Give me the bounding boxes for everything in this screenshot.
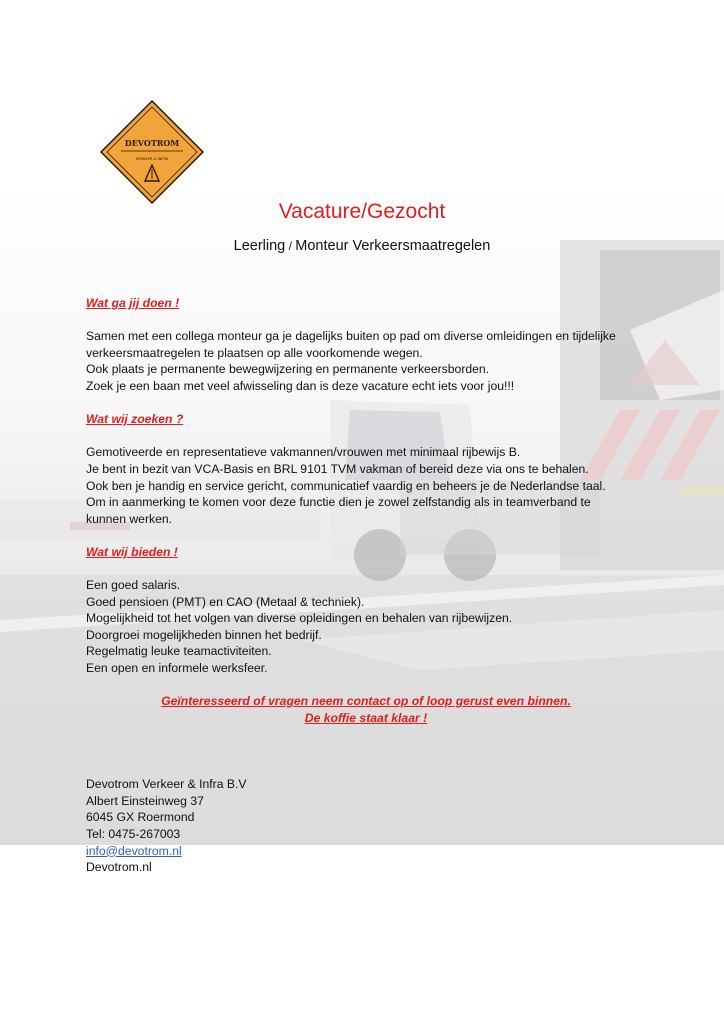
body-line: Je bent in bezit van VCA-Basis en BRL 9101 TVM vakman of bereid deze via ons te behalen. (86, 461, 589, 476)
body-line: Regelmatig leuke teamactiviteiten. (86, 644, 272, 659)
body-line: kunnen werken. (86, 511, 173, 526)
body-line: Doorgroei mogelijkheden binnen het bedrijf. (86, 627, 322, 642)
body-line: Mogelijkheid tot het volgen van diverse opleidingen en behalen van rijbewijzen. (86, 611, 513, 626)
body-line: Ook ben je handig en service gericht, communicatief vaardig en beheers je de Nederlandse taal. (86, 478, 606, 493)
body-line: Een open en informele werksfeer. (86, 661, 268, 676)
body-line: Ook plaats je permanente bewegwijzering en permanente verkeersborden. (86, 362, 490, 377)
contact-street: Albert Einsteinweg 37 (86, 793, 204, 808)
page-title: Vacature/Gezocht (278, 200, 446, 223)
cta-line-1: Geïnteresseerd of vragen neem contact op of loop gerust even binnen. (161, 694, 571, 709)
body-line: Om in aanmerking te komen voor deze functie dien je zowel zelfstandig als in teamverband te (86, 495, 591, 510)
devotrom-logo (99, 99, 205, 205)
logo-tagline: VERKEER & INFRA (135, 157, 169, 161)
subtitle-slash: / (285, 239, 296, 253)
contact-phone: Tel: 0475-267003 (86, 827, 181, 841)
page-subtitle (0, 238, 724, 254)
subtitle-part2: Monteur Verkeersmaatregelen (295, 238, 491, 254)
body-line: Gemotiveerde en representatieve vakmannen/vrouwen met minimaal rijbewijs B. (86, 445, 521, 460)
contact-city: 6045 GX Roermond (86, 810, 195, 825)
body-line: Goed pensioen (PMT) en CAO (Metaal & techniek). (86, 594, 365, 609)
cta-line-2: De koffie staat klaar ! (304, 710, 428, 725)
body-line: Zoek je een baan met veel afwisseling dan is deze vacature echt iets voor jou!!! (86, 378, 515, 393)
section-heading-offer: Wat wij bieden ! (86, 544, 178, 559)
contact-website: Devotrom.nl (86, 860, 152, 875)
body-line: verkeersmaatregelen te plaatsen op alle voorkomende wegen. (86, 345, 423, 360)
logo-text: DEVOTROM (124, 138, 180, 148)
body-line: Samen met een collega monteur ga je dagelijks buiten op pad om diverse omleidingen en tijdelijke (86, 329, 616, 344)
contact-email-link[interactable]: info@devotrom.nl (86, 843, 182, 858)
body-line: Een goed salaris. (86, 578, 181, 593)
contact-company: Devotrom Verkeer & Infra B.V (86, 777, 247, 792)
section-heading-tasks: Wat ga jij doen ! (86, 296, 180, 310)
section-heading-requirements: Wat wij zoeken ? (86, 412, 184, 427)
vacancy-body (86, 295, 646, 876)
subtitle-part1: Leerling (233, 238, 286, 254)
